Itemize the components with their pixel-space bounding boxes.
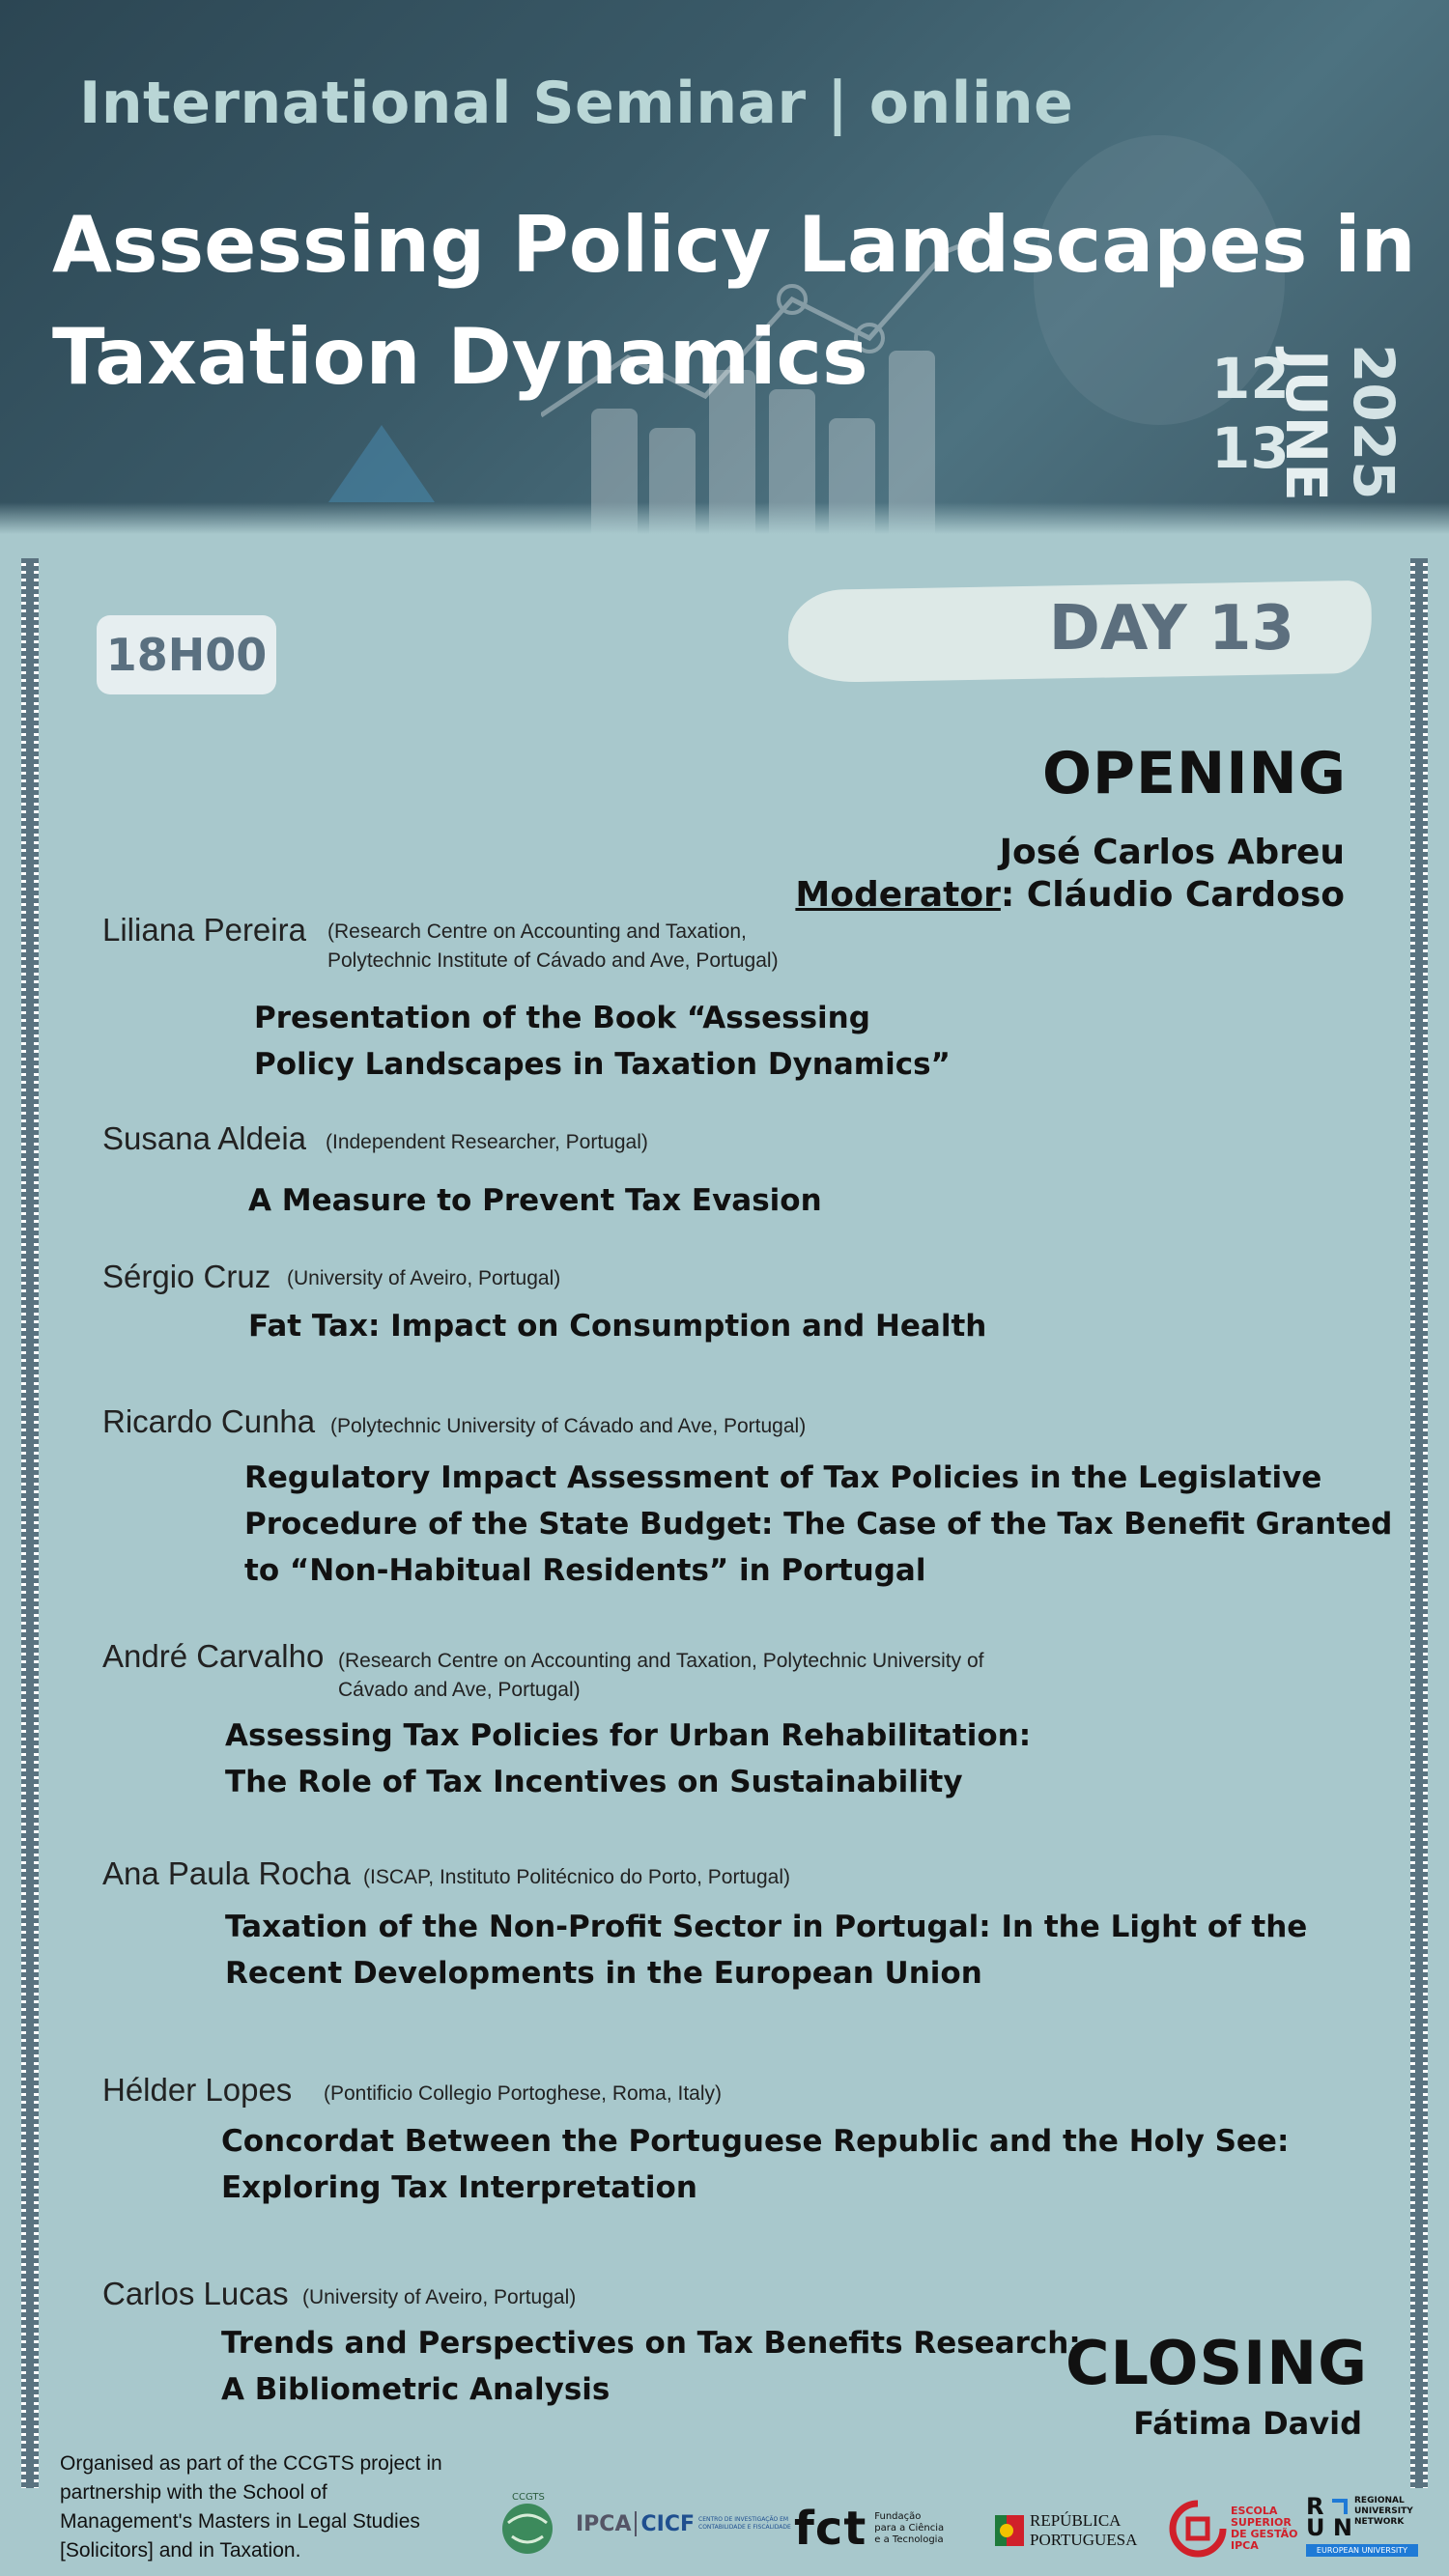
affiliation-line: Polytechnic Institute of Cávado and Ave, Portugal) <box>327 949 779 972</box>
esg-line: DE GESTÃO <box>1231 2528 1298 2540</box>
talk-title-line: Concordat Between the Portuguese Republic and the Holy See: <box>221 2124 1290 2159</box>
esg-line: SUPERIOR <box>1231 2516 1292 2529</box>
talk-title-line: Assessing Tax Policies for Urban Rehabilitation: <box>225 1718 1032 1753</box>
run-letter: R <box>1306 2493 1324 2520</box>
fct-sub-line: para a Ciência <box>874 2523 945 2534</box>
date-day-2: 13 <box>1211 415 1290 481</box>
cicf-subtext: CENTRO DE INVESTIGAÇÃO EM CONTABILIDADE E FISCALIDADE <box>698 2516 791 2531</box>
talk-title <box>244 1455 1392 1594</box>
fct-logo <box>794 2502 944 2556</box>
talk-title-line: Policy Landscapes in Taxation Dynamics” <box>254 1047 951 1082</box>
fct-sub-line: e a Tecnologia <box>874 2534 944 2545</box>
triangle-icon <box>328 425 435 502</box>
esg-ipca-logo <box>1169 2500 1297 2558</box>
speaker-row <box>102 1638 324 1675</box>
header-fade <box>0 502 1449 534</box>
republica-text <box>1030 2511 1137 2550</box>
speaker-name: Susana Aldeia <box>102 1120 307 1156</box>
run-logo <box>1306 2493 1418 2556</box>
esg-text <box>1231 2505 1297 2552</box>
right-border-decoration <box>1410 558 1428 2488</box>
cicf-text: CICF <box>640 2511 695 2536</box>
speaker-name: André Carvalho <box>102 1638 325 1674</box>
speaker-affiliation <box>330 1412 806 1441</box>
talk-title-line: A Bibliometric Analysis <box>221 2372 611 2407</box>
run-line: REGIONAL <box>1354 2496 1405 2505</box>
speaker-row <box>102 1855 351 1892</box>
speaker-affiliation <box>287 1264 560 1293</box>
day-label: DAY 13 <box>1048 593 1294 665</box>
talk-title-line: Regulatory Impact Assessment of Tax Policies in the Legislative <box>244 1460 1322 1495</box>
talk-title-line: Trends and Perspectives on Tax Benefits Research: <box>221 2326 1081 2361</box>
portugal-flag-icon <box>995 2511 1024 2550</box>
talk-title-line: Exploring Tax Interpretation <box>221 2170 697 2205</box>
talk-title-line: Procedure of the State Budget: The Case of the Tax Benefit Granted <box>244 1507 1393 1542</box>
republica-line: REPÚBLICA <box>1030 2511 1122 2530</box>
run-line: NETWORK <box>1354 2517 1405 2527</box>
affiliation-line: (Research Centre on Accounting and Taxation, Polytechnic University of <box>338 1650 984 1672</box>
ccgts-text: CCGTS <box>512 2492 545 2503</box>
moderator-name: : Cláudio Cardoso <box>1000 875 1345 915</box>
speaker-row <box>102 2276 289 2312</box>
talk-title-line: Taxation of the Non-Profit Sector in Portugal: In the Light of the <box>225 1910 1308 1944</box>
opening-heading: OPENING <box>1042 740 1347 807</box>
note-line: Management's Masters in Legal Studies <box>60 2510 420 2533</box>
speaker-affiliation <box>338 1647 983 1705</box>
talk-title-line: Recent Developments in the European Union <box>225 1956 982 1991</box>
run-bracket-icon <box>1332 2499 1348 2514</box>
time-badge: 18H00 <box>97 615 276 694</box>
talk-title <box>225 1904 1307 1996</box>
fct-subtext <box>874 2511 944 2546</box>
speaker-row <box>102 1403 315 1440</box>
date-month: JUNE <box>1273 350 1339 501</box>
talk-title-line: to “Non-Habitual Residents” in Portugal <box>244 1553 926 1588</box>
speaker-affiliation <box>363 1863 790 1892</box>
talk-title <box>221 2118 1289 2211</box>
speaker-affiliation <box>327 918 779 976</box>
run-row <box>1306 2514 1354 2541</box>
affiliation-line: (University of Aveiro, Portugal) <box>302 2286 577 2308</box>
speaker-name: Hélder Lopes <box>102 2072 293 2108</box>
esg-emblem-icon <box>1169 2500 1227 2558</box>
affiliation-line: (Independent Researcher, Portugal) <box>326 1131 648 1153</box>
speaker-row <box>102 2072 292 2109</box>
talk-title <box>254 995 951 1088</box>
speaker-name: Ana Paula Rocha <box>102 1855 351 1891</box>
run-letter: N <box>1332 2514 1352 2541</box>
talk-title-line: Presentation of the Book “Assessing <box>254 1001 870 1035</box>
note-line: Organised as part of the CCGTS project in <box>60 2452 442 2475</box>
note-line: [Solicitors] and in Taxation. <box>60 2539 301 2562</box>
talk-title <box>221 2320 1081 2413</box>
title-line: Taxation Dynamics <box>52 312 868 402</box>
talk-title <box>225 1713 1031 1805</box>
logo-divider <box>635 2511 637 2536</box>
speaker-name: Carlos Lucas <box>102 2276 289 2311</box>
ccgts-logo <box>498 2494 556 2560</box>
globe-icon <box>498 2494 556 2560</box>
speaker-affiliation <box>326 1128 648 1157</box>
fct-text: fct <box>794 2502 867 2556</box>
esg-line: ESCOLA <box>1231 2505 1278 2517</box>
esg-line: IPCA <box>1231 2539 1259 2552</box>
closing-heading: CLOSING <box>1065 2328 1368 2398</box>
closing-speaker: Fátima David <box>1133 2405 1362 2442</box>
seminar-subtitle: International Seminar | online <box>79 70 1074 137</box>
opening-speaker: José Carlos Abreu <box>999 833 1345 872</box>
ipca-cicf-logo <box>576 2511 795 2536</box>
affiliation-line: (Polytechnic University of Cávado and Ave, Portugal) <box>330 1415 807 1437</box>
title-line: Assessing Policy Landscapes in <box>52 200 1416 290</box>
run-eu-bar: EUROPEAN UNIVERSITY <box>1306 2544 1418 2557</box>
speaker-name: Ricardo Cunha <box>102 1403 316 1439</box>
date-day-1: 12 <box>1211 346 1290 411</box>
talk-title-line: Fat Tax: Impact on Consumption and Health <box>248 1309 987 1344</box>
affiliation-line: Cávado and Ave, Portugal) <box>338 1679 581 1701</box>
moderator-label: Moderator <box>795 875 1001 915</box>
header-banner <box>0 0 1449 534</box>
speaker-row <box>102 912 306 948</box>
run-letter: U <box>1306 2514 1325 2541</box>
note-line: partnership with the School of <box>60 2481 327 2504</box>
fct-sub-line: Fundação <box>874 2511 922 2522</box>
organiser-note <box>60 2449 514 2565</box>
affiliation-line: (University of Aveiro, Portugal) <box>287 1267 561 1289</box>
speaker-name: Liliana Pereira <box>102 912 306 948</box>
moderator-line <box>795 875 1345 915</box>
talk-title <box>248 1177 822 1224</box>
run-letters <box>1306 2493 1354 2541</box>
speaker-row <box>102 1259 270 1295</box>
talk-title-line: The Role of Tax Incentives on Sustainability <box>225 1765 963 1799</box>
talk-title-line: A Measure to Prevent Tax Evasion <box>248 1183 822 1218</box>
talk-title <box>248 1303 986 1349</box>
run-line: UNIVERSITY <box>1354 2506 1413 2516</box>
speaker-affiliation <box>302 2283 576 2312</box>
affiliation-line: (Research Centre on Accounting and Taxation, <box>327 920 747 943</box>
speaker-name: Sérgio Cruz <box>102 1259 271 1294</box>
date-year: 2025 <box>1341 344 1406 500</box>
run-text <box>1354 2496 1413 2528</box>
affiliation-line: (ISCAP, Instituto Politécnico do Porto, Portugal) <box>363 1866 791 1888</box>
republica-line: PORTUGUESA <box>1030 2531 1138 2549</box>
republica-portuguesa-logo <box>995 2511 1137 2550</box>
ipca-text: IPCA <box>576 2511 632 2536</box>
left-border-decoration <box>21 558 39 2488</box>
speaker-row <box>102 1120 306 1157</box>
affiliation-line: (Pontificio Collegio Portoghese, Roma, Italy) <box>324 2082 723 2105</box>
speaker-affiliation <box>324 2080 722 2109</box>
